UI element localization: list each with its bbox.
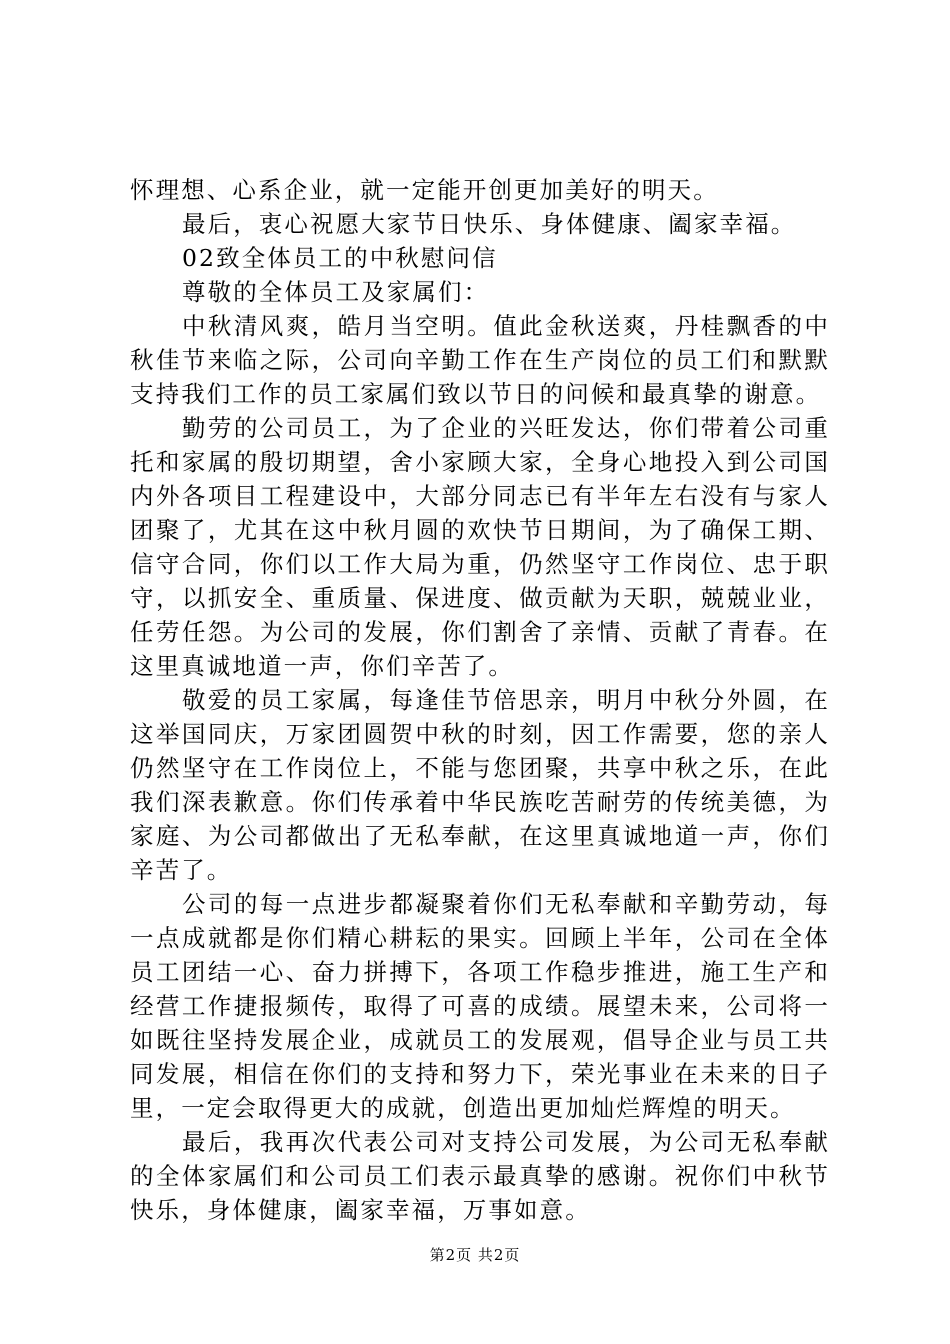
letter-title: 02致全体员工的中秋慰问信 <box>182 244 498 272</box>
document-body <box>130 173 830 1227</box>
paragraph-families: 敬爱的员工家属，每逢佳节倍思亲，明月中秋分外圆，在这举国同庆，万家团圆贺中秋的时刻，因工作需要，您的亲人仍然坚守在工作岗位上，不能与您团聚，共享中秋之乐，在此我们深表歉意。你们传承着中华民族吃苦耐劳的传统美德，为家庭、为公司都做出了无私奉献，在这里真诚地道一声，你们辛苦了。 <box>130 686 830 884</box>
paragraph-continuation: 怀理想、心系企业，就一定能开创更加美好的明天。 <box>130 176 719 204</box>
paragraph-employees: 勤劳的公司员工，为了企业的兴旺发达，你们带着公司重托和家属的殷切期望，舍小家顾大家，全身心地投入到公司国内外各项目工程建设中，大部分同志已有半年左右没有与家人团聚了，尤其在这中秋月圆的欢快节日期间，为了确保工期、信守合同，你们以工作大局为重，仍然坚守工作岗位、忠于职守，以抓安全、重质量、保进度、做贡献为天职，兢兢业业，任劳任怨。为公司的发展，你们割舍了亲情、贡献了青春。在这里真诚地道一声，你们辛苦了。 <box>130 414 830 680</box>
letter-salutation: 尊敬的全体员工及家属们： <box>182 278 490 306</box>
paragraph-closing-wish: 最后，衷心祝愿大家节日快乐、身体健康、阖家幸福。 <box>182 210 797 238</box>
paragraph-closing-thanks: 最后，我再次代表公司对支持公司发展，为公司无私奉献的全体家属们和公司员工们表示最真挚的感谢。祝你们中秋节快乐，身体健康，阖家幸福，万事如意。 <box>130 1128 830 1224</box>
paragraph-achievements: 公司的每一点进步都凝聚着你们无私奉献和辛勤劳动，每一点成就都是你们精心耕耘的果实。回顾上半年，公司在全体员工团结一心、奋力拼搏下，各项工作稳步推进，施工生产和经营工作捷报频传，取得了可喜的成绩。展望未来，公司将一如既往坚持发展企业，成就员工的发展观，倡导企业与员工共同发展，相信在你们的支持和努力下，荣光事业在未来的日子里，一定会取得更大的成就，创造出更加灿烂辉煌的明天。 <box>130 890 830 1122</box>
paragraph-greeting: 中秋清风爽，皓月当空明。值此金秋送爽，丹桂飘香的中秋佳节来临之际，公司向辛勤工作在生产岗位的员工们和默默支持我们工作的员工家属们致以节日的问候和最真挚的谢意。 <box>130 312 830 408</box>
page-number-footer: 第2页 共2页 <box>429 1246 521 1264</box>
